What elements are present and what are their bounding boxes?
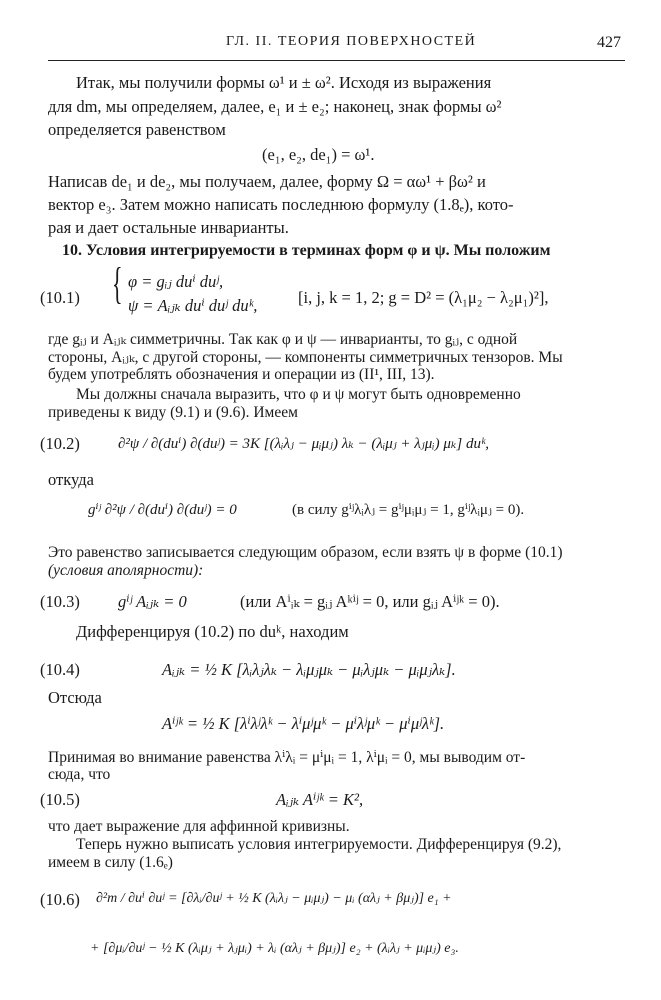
header-rule [48, 60, 625, 61]
formula: (или Aⁱᵢₖ = gᵢⱼ Aᵏⁱʲ = 0, или gᵢⱼ Aⁱʲᵏ = 0). [240, 592, 500, 611]
equation-number: (10.1) [40, 288, 80, 307]
text-line: Отсюда [48, 688, 102, 707]
equation-number: (10.3) [40, 592, 80, 611]
text-line: откуда [48, 470, 94, 489]
text-line: Мы должны сначала выразить, что φ и ψ могут быть одновременно [76, 386, 521, 403]
equation-number: (10.2) [40, 434, 80, 453]
formula: gⁱʲ ∂²ψ / ∂(duⁱ) ∂(duʲ) = 0 [88, 502, 237, 518]
text-line: сюда, что [48, 766, 111, 783]
formula: gⁱʲ Aᵢⱼₖ = 0 [118, 592, 187, 611]
text-line: определяется равенством [48, 120, 226, 139]
formula: Aᵢⱼₖ = ½ K [λᵢλⱼλₖ − λᵢμⱼμₖ − μᵢλⱼμₖ − μᵢμⱼλₖ]. [162, 660, 456, 679]
text-line: что дает выражение для аффинной кривизны. [48, 818, 350, 835]
formula: Aᵢⱼₖ Aⁱʲᵏ = K², [276, 790, 364, 809]
formula: ∂²m / ∂uⁱ ∂uʲ = [∂λᵢ/∂uʲ + ½ K (λᵢλⱼ − μᵢμⱼ) − μᵢ (αλⱼ + βμⱼ)] e₁ + [96, 891, 452, 906]
left-brace: { [112, 259, 123, 308]
text-line: Дифференцируя (10.2) по duᵏ, находим [76, 622, 349, 641]
page-number: 427 [597, 34, 621, 51]
formula: + [∂μᵢ/∂uʲ − ½ K (λᵢμⱼ + λⱼμᵢ) + λᵢ (αλⱼ + βμⱼ)] e₂ + (λᵢλⱼ + μᵢμⱼ) e₃. [90, 941, 459, 956]
text-line: приведены к виду (9.1) и (9.6). Имеем [48, 404, 298, 421]
formula: Aⁱʲᵏ = ½ K [λⁱλʲλᵏ − λⁱμʲμᵏ − μⁱλʲμᵏ − μⁱμʲλᵏ]. [162, 714, 445, 733]
text-line: где gᵢⱼ и Aᵢⱼₖ симметричны. Так как φ и ψ — инварианты, то gᵢⱼ, с одной [48, 331, 518, 348]
running-header [56, 34, 621, 56]
section-heading: 10. Условия интегрируемости в терминах форм φ и ψ. Мы положим [62, 242, 551, 259]
text-line: (условия аполярности): [48, 562, 204, 579]
formula: ∂²ψ / ∂(duⁱ) ∂(duʲ) = 3K [(λᵢλⱼ − μᵢμⱼ) λₖ − (λᵢμⱼ + λⱼμᵢ) μₖ] duᵏ, [118, 436, 489, 452]
text-line: Написав de₁ и de₂, мы получаем, далее, форму Ω = αω¹ + βω² и [48, 172, 486, 191]
formula: [i, j, k = 1, 2; g = D² = (λ₁μ₂ − λ₂μ₁)²], [298, 288, 549, 307]
equation-number: (10.6) [40, 890, 80, 909]
formula: (в силу gⁱʲλᵢλⱼ = gⁱʲμᵢμⱼ = 1, gⁱʲλᵢμⱼ = 0). [292, 502, 525, 518]
formula: ψ = Aᵢⱼₖ duⁱ duʲ duᵏ, [128, 296, 258, 315]
chapter-title: ГЛ. II. ТЕОРИЯ ПОВЕРХНОСТЕЙ [226, 34, 477, 49]
text-line: имеем в силу (1.6ₑ) [48, 854, 173, 871]
text-line: Принимая во внимание равенства λⁱλᵢ = μⁱμᵢ = 1, λⁱμᵢ = 0, мы выводим от- [48, 749, 526, 766]
text-line: будем употреблять обозначения и операции из (II¹, III, 13). [48, 366, 435, 383]
formula: φ = gᵢⱼ duⁱ duʲ, [128, 272, 224, 291]
text-line: вектор e₃. Затем можно написать последнюю формулу (1.8ₑ), кото- [48, 195, 514, 214]
text-line: рая и дает остальные инварианты. [48, 218, 289, 237]
text-line: Это равенство записывается следующим образом, если взять ψ в форме (10.1) [48, 544, 563, 561]
equation-number: (10.4) [40, 660, 80, 679]
text-line: Итак, мы получили формы ω¹ и ± ω². Исходя из выражения [76, 73, 492, 92]
text-line: для dm, мы определяем, далее, e₁ и ± e₂; наконец, знак формы ω² [48, 97, 502, 116]
formula: (e₁, e₂, de₁) = ω¹. [262, 145, 375, 164]
text-line: стороны, Aᵢⱼₖ, с другой стороны, — компоненты симметричных тензоров. Мы [48, 349, 563, 366]
text-line: Теперь нужно выписать условия интегрируемости. Дифференцируя (9.2), [76, 836, 562, 853]
equation-number: (10.5) [40, 790, 80, 809]
